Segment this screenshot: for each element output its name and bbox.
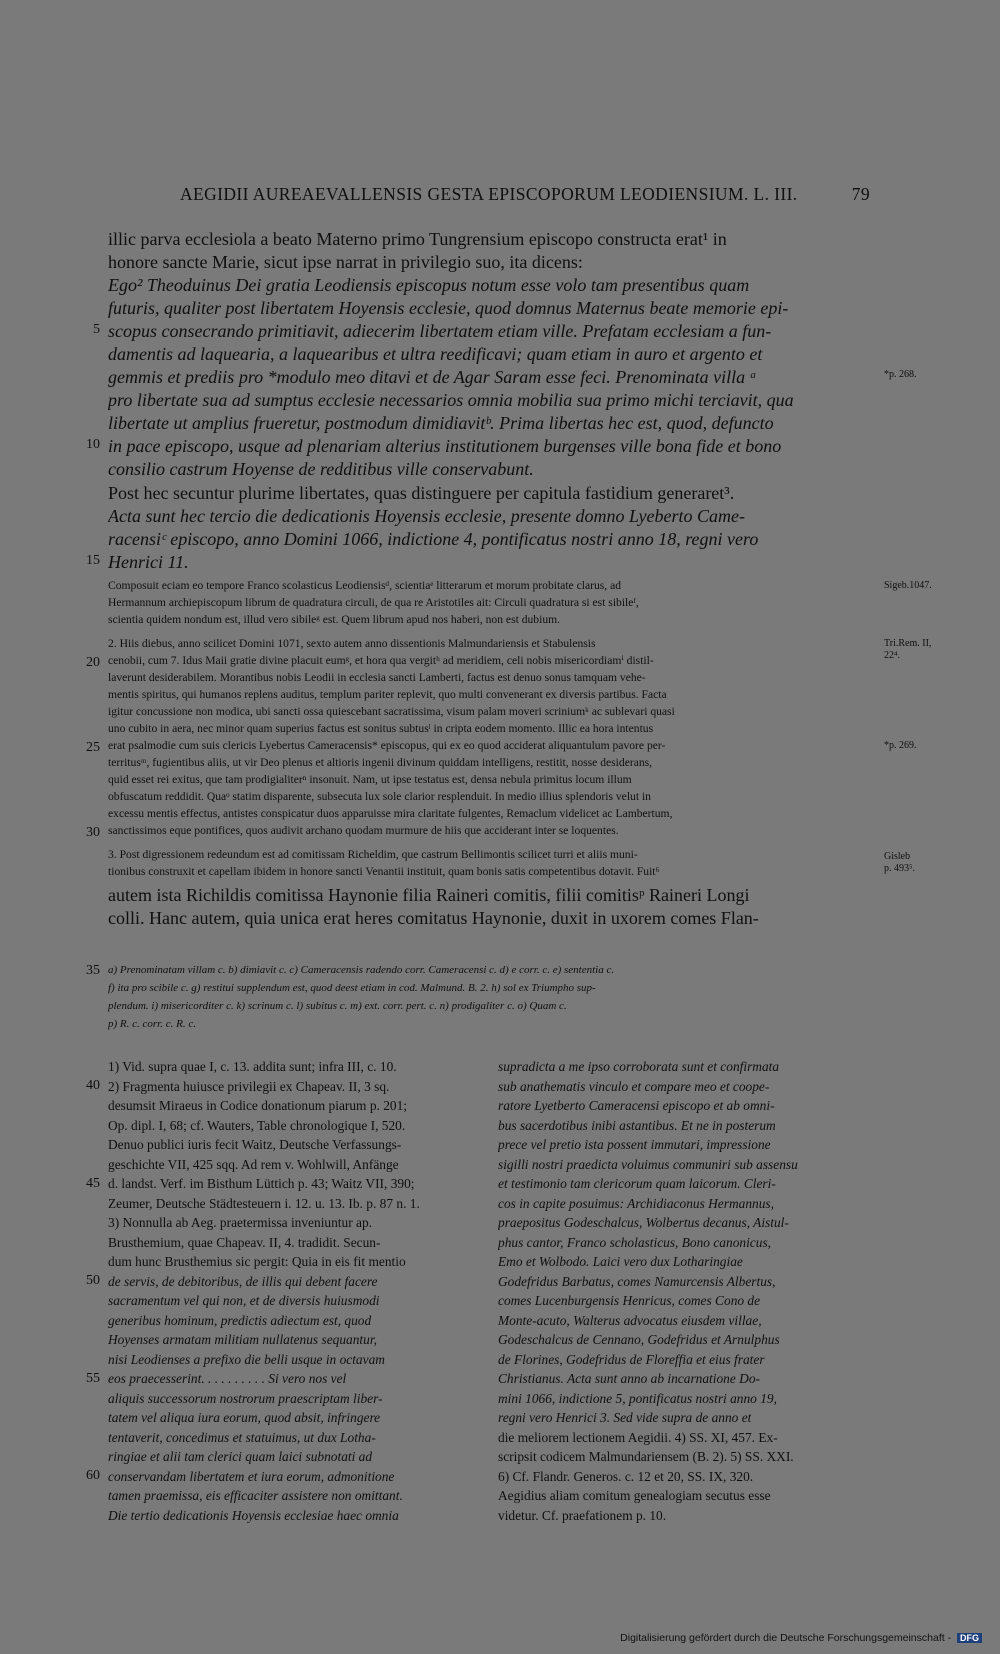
text-line: Acta sunt hec tercio die dedicationis Hoyensis ecclesie, presente domno Lyeberto Came-: [108, 506, 745, 526]
text-line: libertate ut amplius frueretur, postmodum dimidiavitᵇ. Prima libertas hec est, quod, defuncto: [108, 413, 774, 433]
footnote-line: Brusthemium, quae Chapeav. II, 4. tradidit. Secun-: [108, 1235, 381, 1250]
line-number: 50: [86, 1273, 100, 1288]
footnote-line: Denuo publici iuris fecit Waitz, Deutsche Verfassungs-: [108, 1137, 402, 1152]
footnote-line: Aegidius aliam comitum genealogiam secutus esse: [498, 1488, 771, 1503]
footnote-line: tentaverit, concedimus et statuimus, ut dux Lotha-: [108, 1430, 376, 1445]
text-line: pro libertate sua ad sumptus ecclesie necessarios omnia mobilia sua primo michi terciavit, qua: [108, 390, 794, 410]
text-line: mentis spiritus, qui humanos replens auditus, templum pariter replevit, quo multi convenerant ex diversis partibus. Facta: [108, 688, 667, 701]
margin-note: Sigeb.1047.: [884, 580, 932, 591]
text-line: tionibus construxit et capellam ibidem in honore sancti Venantii instituit, quam bonis satis competentibus dotavit. Fuit⁶: [108, 865, 660, 878]
footnote-line: Emo et Wolbodo. Laici vero dux Lotharingiae: [498, 1254, 743, 1269]
footnote-line: geschichte VII, 425 sqq. Ad rem v. Wohlwill, Anfänge: [108, 1157, 399, 1172]
footnote-line: conservandam libertatem et iura eorum, admonitione: [108, 1469, 395, 1484]
line-number: 35: [86, 963, 100, 978]
footnote-line: praepositus Godeschalcus, Wolbertus decanus, Aistul-: [498, 1215, 789, 1230]
text-line: scientia quidem nondum est, illud vero sibileᵍ est. Quem librum apud nos haberi, non est dubium.: [108, 613, 561, 626]
text-line: uno cubito in aera, nec minor quam superius factus est sonitus subtusˡ in cripta eodem momento. Illic ea hora intentus: [108, 722, 654, 735]
footnote-line: eos praecesserint. . . . . . . . . . Si vero nos vel: [108, 1371, 347, 1386]
text-line: obfuscatum reddidit. Quaᵒ statim disparente, subsecuta lux sole clarior resplenduit. In medio illius splendoris velut in: [108, 790, 651, 803]
footnote-line: tatem vel aliqua iura eorum, quod absit, infringere: [108, 1410, 381, 1425]
footnote-line: Godefridus Barbatus, comes Namurcensis Albertus,: [498, 1274, 776, 1289]
dfg-logo: DFG: [957, 1633, 982, 1643]
footnote-line: Hoyenses armatam militiam nullatenus sequantur,: [108, 1332, 377, 1347]
footnote-line: phus cantor, Franco scholasticus, Bono canonicus,: [498, 1235, 771, 1250]
footnote-line: sigilli nostri praedicta voluimus communiri sub assensu: [498, 1157, 798, 1172]
footnote-line: ringiae et alii tam clerici quam laici subnotati ad: [108, 1449, 373, 1464]
header-title: AEGIDII AUREAEVALLENSIS GESTA EPISCOPORUM LEODIENSIUM. L. III.: [180, 184, 798, 204]
line-number: 5: [93, 322, 100, 337]
apparatus-line: p) R. c. corr. c. R. c.: [108, 1018, 196, 1030]
footnote-line: sub anathematis vinculo et compare meo et coope-: [498, 1079, 770, 1094]
footer-text: Digitalisierung gefördert durch die Deutsche Forschungsgemeinschaft -: [620, 1632, 952, 1644]
footnote-line: de Florines, Godefridus de Floreffia et eius frater: [498, 1352, 765, 1367]
margin-note: 22⁴.: [884, 650, 900, 661]
text-line: Composuit eciam eo tempore Franco scolasticus Leodiensisᵈ, scientiaᵉ litterarum et morum probitate clarus, ad: [108, 579, 622, 592]
margin-note: *p. 268.: [884, 369, 917, 380]
footnote-line: Die tertio dedicationis Hoyensis ecclesiae haec omnia: [108, 1508, 399, 1523]
footnote-line: aliquis successorum nostrorum praescriptam liber-: [108, 1391, 383, 1406]
footnote-line: mini 1066, indictione 5, pontificatus nostri anno 19,: [498, 1391, 777, 1406]
footnote-line: generibus hominum, predictis adiectum est, quod: [108, 1313, 372, 1328]
footnote-line: dum hunc Brusthemius sic pergit: Quia in eis fit mentio: [108, 1254, 406, 1269]
footnote-line: et testimonio tam clericorum quam laicorum. Cleri-: [498, 1176, 776, 1191]
text-line: quid esset rei exitus, que tam prodigialiterⁿ insonuit. Nam, ut ipse testatus est, densa nebula primitus locum illum: [108, 773, 632, 786]
footnote-line: sacramentum vel qui non, et de diversis huiusmodi: [108, 1293, 380, 1308]
footnote-line: Christianus. Acta sunt anno ab incarnatione Do-: [498, 1371, 760, 1386]
line-number: 15: [86, 553, 100, 568]
footnote-line: die meliorem lectionem Aegidii. 4) SS. XI, 457. Ex-: [498, 1430, 778, 1445]
footnote-line: 6) Cf. Flandr. Generos. c. 12 et 20, SS. IX, 320.: [498, 1469, 754, 1484]
footnote-line: 2) Fragmenta huiusce privilegii ex Chapeav. II, 3 sq.: [108, 1079, 390, 1094]
line-number: 60: [86, 1468, 100, 1483]
footnote-line: 3) Nonnulla ab Aeg. praetermissa inveniuntur ap.: [108, 1215, 373, 1230]
footnote-line: regni vero Henrici 3. Sed vide supra de anno et: [498, 1410, 752, 1425]
footnote-line: ratore Lyetberto Cameracensi episcopo et ab omni-: [498, 1098, 775, 1113]
text-line: illic parva ecclesiola a beato Materno primo Tungrensium episcopo constructa erat¹ in: [108, 229, 727, 249]
line-number: 55: [86, 1371, 100, 1386]
footnote-line: cos in capite posuimus: Archidiaconus Hermannus,: [498, 1196, 774, 1211]
text-line: cenobii, cum 7. Idus Maii gratie divine placuit eumᵍ, et hora qua vergitʰ ad meridiem, celi nobis misericordiamⁱ distil-: [108, 654, 654, 667]
text-line: in pace episcopo, usque ad plenariam alterius institutionem burgenses ville bona fide et bono: [108, 436, 782, 456]
text-line: igitur concussione non modica, ubi sancti ossa quiescebant sacratissima, visum palam moveri scriniumᵏ ac sublevari quasi: [108, 705, 675, 718]
page-number: 79: [851, 184, 870, 204]
text-line: 2. Hiis diebus, anno scilicet Domini 1071, sexto autem anno dissentionis Malmundariensis et Stabulensis: [108, 637, 596, 650]
text-line: sanctissimos eque pontifices, quos audivit archano quodam murmure de hiis que acciderant inter se loquentes.: [108, 824, 619, 837]
text-line: damentis ad laquearia, a laquearibus et ultra reedificavi; quam etiam in auro et argento et: [108, 344, 763, 364]
text-line: Ego² Theoduinus Dei gratia Leodiensis episcopus notum esse volo tam presentibus quam: [108, 275, 750, 295]
text-line: 3. Post digressionem redeundum est ad comitissam Richeldim, que castrum Bellimontis scilicet turri et aliis muni-: [108, 848, 638, 861]
line-number: 45: [86, 1176, 100, 1191]
footnote-line: videtur. Cf. praefationem p. 10.: [498, 1508, 667, 1523]
line-number: 30: [86, 825, 100, 840]
footnote-line: scripsit codicem Malmundariensem (B. 2). 5) SS. XXI.: [498, 1449, 794, 1464]
margin-note: Tri.Rem. II,: [884, 638, 932, 649]
margin-note: Gisleb: [884, 851, 911, 862]
text-line: colli. Hanc autem, quia unica erat heres comitatus Haynonie, duxit in uxorem comes Flan-: [108, 908, 759, 928]
text-line: territusᵐ, fugientibus aliis, ut vir Deo plenus et altioris ingenii divinum quiddam intelligens, restitit, nosse desiderans,: [108, 756, 653, 769]
footnote-line: supradicta a me ipso corroborata sunt et confirmata: [498, 1059, 780, 1074]
text-line: Hermannum archiepiscopum librum de quadratura circuli, de qua re Aristotiles ait: Circuli quadratura si est sibileᶠ,: [108, 596, 639, 609]
digitization-footer: [620, 1632, 982, 1646]
text-line: scopus consecrando primitiavit, adiecerim libertatem etiam ville. Prefatam ecclesiam a fun-: [108, 321, 772, 341]
footnote-line: Monte-acuto, Walterus advocatus eiusdem villae,: [498, 1313, 762, 1328]
footnote-line: tamen praemissa, eis efficaciter assistere non omittant.: [108, 1488, 403, 1503]
text-line: excessu mentis effectus, antistes conspicatur duos apparuisse mira claritate fulgentes, Remaclum videlicet ac Lambertum,: [108, 807, 673, 820]
line-number: 25: [86, 740, 100, 755]
apparatus-line: f) ita pro scibile c. g) restitui supplendum est, quod deest etiam in cod. Malmund. B. 2. h) sol ex Triumpho sup-: [108, 982, 596, 994]
text-line: Post hec secuntur plurime libertates, quas distinguere per capitula fastidium generaret³.: [108, 483, 735, 503]
footnote-line: prece vel pretio ista possent immutari, impressione: [498, 1137, 771, 1152]
line-number: 10: [86, 437, 100, 452]
apparatus-line: plendum. i) misericorditer c. k) scrinum c. l) subitus c. m) ext. corr. pert. c. n) prodigaliter c. o) Quam c.: [108, 1000, 567, 1012]
text-line: racensiᶜ episcopo, anno Domini 1066, indictione 4, pontificatus nostri anno 18, regni vero: [108, 529, 759, 549]
text-line: autem ista Richildis comitissa Haynonie filia Raineri comitis, filii comitisᵖ Raineri Longi: [108, 885, 750, 905]
apparatus-line: a) Prenominatam villam c. b) dimiavit c. c) Cameracensis radendo corr. Cameracensi c. d) e corr. c. e) sententia c.: [108, 964, 615, 976]
margin-note: *p. 269.: [884, 740, 917, 751]
text-line: futuris, qualiter post libertatem Hoyensis ecclesie, quod domnus Maternus beate memorie epi-: [108, 298, 789, 318]
text-line: consilio castrum Hoyense de redditibus ville conservabunt.: [108, 459, 534, 479]
footnote-line: Zeumer, Deutsche Städtesteuern i. 12. u. 13. Ib. p. 87 n. 1.: [108, 1196, 420, 1211]
text-line: erat psalmodie cum suis clericis Lyebertus Cameracensis* episcopus, qui ex eo quod acciderat aliquantulum pavore per-: [108, 739, 666, 752]
footnote-line: bus sacerdotibus inibi astantibus. Et ne in posterum: [498, 1118, 776, 1133]
margin-note: p. 493⁵.: [884, 863, 915, 874]
footnote-line: d. landst. Verf. im Bisthum Lüttich p. 43; Waitz VII, 390;: [108, 1176, 415, 1191]
line-number: 40: [86, 1078, 100, 1093]
footnote-line: 1) Vid. supra quae I, c. 13. addita sunt; infra III, c. 10.: [108, 1059, 397, 1074]
footnote-line: Op. dipl. I, 68; cf. Wauters, Table chronologique I, 520.: [108, 1118, 406, 1133]
text-line: laverunt desiderabilem. Morantibus nobis Leodii in ecclesia sancti Lamberti, factus est denuo sonus tamquam vehe-: [108, 671, 646, 684]
footnote-line: desumsit Miraeus in Codice donationum piarum p. 201;: [108, 1098, 408, 1113]
line-number: 20: [86, 655, 100, 670]
running-header: [180, 184, 870, 205]
footnote-line: de servis, de debitoribus, de illis qui debent facere: [108, 1274, 378, 1289]
footnote-line: comes Lucenburgensis Henricus, comes Cono de: [498, 1293, 761, 1308]
text-line: Henrici 11.: [108, 552, 189, 572]
text-line: honore sancte Marie, sicut ipse narrat in privilegio suo, ita dicens:: [108, 252, 583, 272]
footnote-line: Godeschalcus de Cennano, Godefridus et Arnulphus: [498, 1332, 780, 1347]
text-line: gemmis et prediis pro *modulo meo ditavi et de Agar Saram esse feci. Prenominata villa ᵃ: [108, 367, 757, 387]
footnote-line: nisi Leodienses a prefixo die belli usque in octavam: [108, 1352, 385, 1367]
